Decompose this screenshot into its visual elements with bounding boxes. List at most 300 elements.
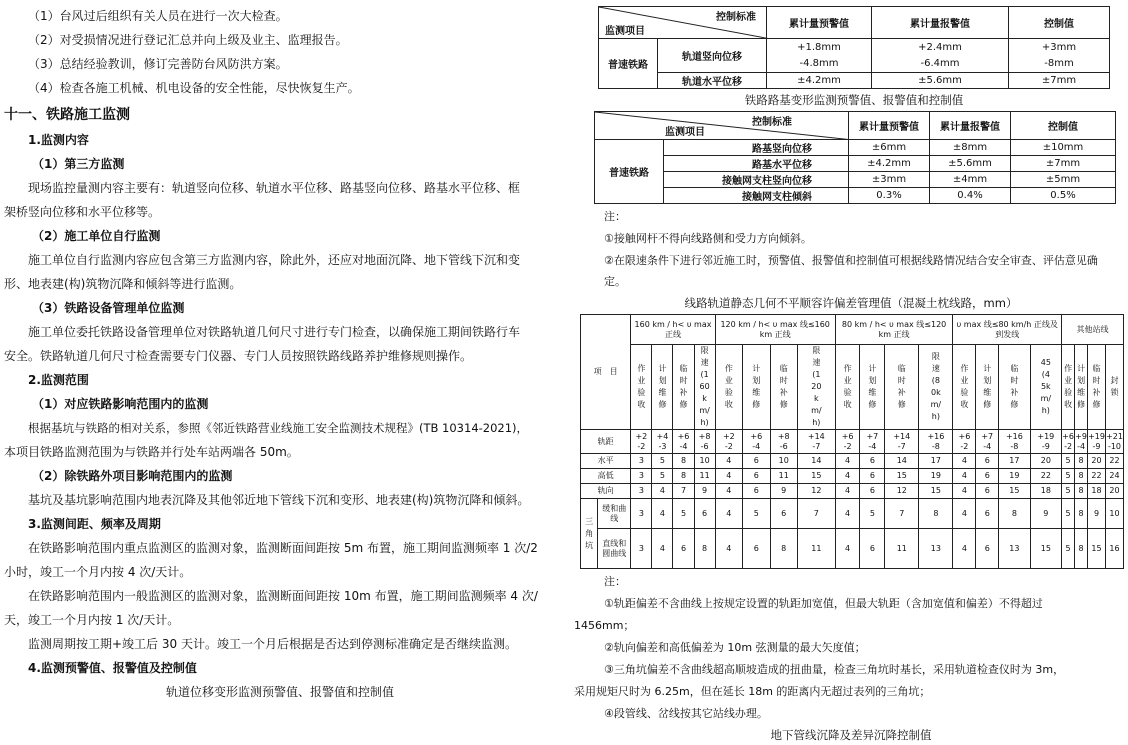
table-cell: 9 — [1088, 499, 1106, 529]
heading-rail-range: （1）对应铁路影响范围内的监测 — [32, 397, 209, 411]
column-header: 控制值 — [1011, 112, 1116, 140]
table-cell: 4 — [835, 454, 860, 469]
group-header: 其他站线 — [1062, 315, 1124, 345]
table-cell: 4 — [715, 529, 742, 569]
heading-monitoring-range: 2.监测范围 — [28, 373, 89, 387]
sub-header — [770, 345, 797, 430]
sub-header-label: 作业验收 — [960, 364, 969, 409]
table-cell: +1.8mm — [767, 39, 872, 56]
cell-lower: -6 — [700, 441, 709, 451]
table-cell: -4.8mm — [767, 56, 872, 73]
table-cell: 5 — [652, 454, 673, 469]
paragraph-line: 现场监控量测内容主要有：轨道竖向位移、轨道水平位移、路基竖向位移、路基水平位移、框 — [28, 181, 521, 195]
cell-upper: +6 — [841, 431, 854, 441]
cell-lower: -4 — [1077, 441, 1086, 451]
table-cell: 0.4% — [930, 188, 1011, 204]
row-label — [581, 484, 631, 499]
row-label: 轨道竖向位移 — [658, 39, 767, 73]
sub-header — [673, 345, 694, 430]
heading-self-monitoring: （2）施工单位自行监测 — [32, 229, 161, 243]
group-label: 普速铁路 — [599, 39, 658, 89]
sub-header-label: 临时补修 — [1010, 364, 1019, 409]
heading-third-party: （1）第三方监测 — [32, 157, 125, 171]
triangle-label — [581, 499, 598, 569]
table-cell: 5 — [1062, 499, 1075, 529]
column-header: 控制值 — [1009, 7, 1110, 39]
table-cell: 15 — [1030, 529, 1061, 569]
table-cell: 6 — [860, 469, 885, 484]
table-cell: 17 — [999, 454, 1030, 469]
row-label-text: 高低 — [597, 471, 614, 480]
note-item: ②在限速条件下进行邻近施工时，预警值、报警值和控制值可根据线路情况结合安全审查、评估意见确定。 — [604, 254, 1098, 288]
sub-header-label: 计划维修 — [983, 364, 992, 409]
table-caption: 铁路路基变形监测预警值、报警值和控制值 — [744, 93, 964, 107]
paragraph-line: 施工单位自行监测内容应包含第三方监测内容，除此外，还应对地面沉降、地下管线下沉和变 — [28, 253, 521, 267]
table-cell: 15 — [885, 469, 919, 484]
table-cell: 19 — [999, 469, 1030, 484]
table-cell: 18 — [1088, 484, 1106, 499]
table-cell: -8mm — [1009, 56, 1110, 73]
table-corner-cell — [599, 7, 767, 39]
table-cell — [976, 430, 999, 454]
group-label: 普速铁路 — [595, 140, 664, 204]
heading-other-range: （2）除铁路外项目影响范围内的监测 — [32, 469, 233, 483]
cell-upper: +14 — [807, 431, 825, 441]
cell-lower: -9 — [1092, 441, 1101, 451]
note-item: 1456mm； — [574, 619, 635, 632]
sub-header-label: 作业验收 — [843, 364, 852, 409]
cell-upper: +6 — [1062, 431, 1074, 441]
cell-upper: +14 — [893, 431, 911, 441]
table-cell: 6 — [743, 469, 770, 484]
sub-header — [835, 345, 860, 430]
table-cell: 3 — [631, 469, 652, 484]
sub-header-label: 作业验收 — [637, 364, 646, 409]
table-cell: ±7mm — [1009, 73, 1110, 89]
table-cell: 8 — [999, 499, 1030, 529]
sub-header-label: 作业验收 — [724, 364, 733, 409]
cell-upper: +19 — [1037, 431, 1055, 441]
table-corner-cell — [595, 112, 849, 140]
paragraph-line: 在铁路影响范围内重点监测区的监测对象，监测断面间距按 5m 布置，施工期间监测频率 1 次/2 — [28, 541, 538, 555]
table-cell: 13 — [999, 529, 1030, 569]
group-header: υ max 线≤80 km/h 正线及到发线 — [953, 315, 1062, 345]
cell-upper: +2 — [722, 431, 735, 441]
table-cell: 4 — [835, 469, 860, 484]
cell-upper: +16 — [927, 431, 945, 441]
row-label: 路基竖向位移 — [664, 140, 849, 156]
table-cell — [1030, 430, 1061, 454]
table-cell: 11 — [885, 529, 919, 569]
table-cell: 10 — [1105, 499, 1123, 529]
table-cell: 8 — [1075, 469, 1088, 484]
sub-header-label: 临时补修 — [679, 364, 688, 409]
row-label — [598, 499, 631, 529]
table-cell: 18 — [1030, 484, 1061, 499]
corner-bottom-label: 监测项目 — [665, 127, 705, 138]
table-cell — [743, 430, 770, 454]
sub-header — [797, 345, 835, 430]
table-cell: 22 — [1105, 454, 1123, 469]
table-cell: 15 — [797, 469, 835, 484]
table-cell — [999, 430, 1030, 454]
table-cell: 6 — [743, 484, 770, 499]
paragraph-line: 架桥竖向位移和水平位移等。 — [4, 205, 161, 219]
table-cell: 4 — [953, 469, 976, 484]
paragraph-line: 施工单位委托铁路设备管理单位对铁路轨道几何尺寸进行专门检查，以确保施工期间铁路行车 — [28, 325, 521, 339]
cell-lower: -2 — [637, 441, 646, 451]
table-cell: -6.4mm — [872, 56, 1009, 73]
sub-header — [1088, 345, 1106, 430]
cell-lower: -10 — [1107, 441, 1122, 451]
table-cell: 5 — [1062, 469, 1075, 484]
table-cell: 22 — [1030, 469, 1061, 484]
sub-header-label: 临时补修 — [779, 364, 788, 409]
sub-header — [1062, 345, 1075, 430]
sub-header — [652, 345, 673, 430]
sub-header — [743, 345, 770, 430]
cell-upper: +16 — [1005, 431, 1023, 441]
heading-monitoring-content: 1.监测内容 — [28, 133, 89, 147]
row-label-text: 缓和曲线 — [602, 503, 627, 523]
item-header: 项 目 — [581, 315, 631, 430]
table-cell: 12 — [885, 484, 919, 499]
sub-header — [976, 345, 999, 430]
table-cell: 6 — [860, 484, 885, 499]
table-cell: 8 — [673, 469, 694, 484]
table-cell — [673, 430, 694, 454]
row-label — [581, 430, 631, 454]
table-cell: 7 — [797, 499, 835, 529]
table-cell: 3 — [631, 454, 652, 469]
table-cell: 6 — [770, 499, 797, 529]
sub-header — [999, 345, 1030, 430]
table-cell: 14 — [797, 454, 835, 469]
table-cell: 13 — [919, 529, 953, 569]
paragraph-line: 本项目铁路监测范围为与铁路并行处车站两端各 50m。 — [4, 445, 299, 459]
table-cell: 10 — [770, 454, 797, 469]
cell-lower: -8 — [1010, 441, 1019, 451]
table-cell: 4 — [953, 454, 976, 469]
corner-top-label: 控制标准 — [752, 117, 792, 128]
table-cell: 8 — [694, 529, 715, 569]
note-item: ②轨向偏差和高低偏差为 10m 弦测量的最大矢度值； — [604, 641, 866, 654]
table-cell: 8 — [673, 454, 694, 469]
table-cell: 6 — [860, 529, 885, 569]
list-item: （2）对受损情况进行登记汇总并向上级及业主、监理报告。 — [28, 33, 348, 47]
section-title: 十一、铁路施工监测 — [4, 107, 130, 123]
table-cell: 6 — [976, 529, 999, 569]
list-item: （3）总结经验教训，修订完善防台风防洪方案。 — [28, 57, 288, 71]
sub-header-label: 临时补修 — [1092, 364, 1101, 409]
table-cell: 15 — [1088, 529, 1106, 569]
table-cell: 20 — [1105, 484, 1123, 499]
note-label: 注： — [604, 210, 626, 223]
table-cell: 17 — [919, 454, 953, 469]
table-cell: ±5mm — [1011, 172, 1116, 188]
note-item: ④段管线、岔线按其它站线办理。 — [604, 707, 768, 720]
table-cell: 11 — [797, 529, 835, 569]
sub-header — [694, 345, 715, 430]
table-cell — [1088, 430, 1106, 454]
table-cell: 4 — [652, 484, 673, 499]
paragraph-line: 基坑及基坑影响范围内地表沉降及其他邻近地下管线下沉和变形、地表建(构)筑物沉降和倾斜。 — [28, 493, 530, 507]
table-cell — [715, 430, 742, 454]
cell-upper: +6 — [677, 431, 690, 441]
table-cell: 3 — [631, 484, 652, 499]
sub-header-label: 计划维修 — [658, 364, 667, 409]
table-cell: 7 — [885, 499, 919, 529]
cell-upper: +9 — [1075, 431, 1087, 441]
paragraph-line: 形、地表建(构)筑物沉降和倾斜等进行监测。 — [4, 277, 242, 291]
table-cell: 4 — [715, 499, 742, 529]
note-item: ①轨距偏差不含曲线上按规定设置的轨距加宽值，但最大轨距（含加宽值和偏差）不得超过 — [604, 597, 1043, 610]
column-header: 累计量预警值 — [767, 7, 872, 39]
row-label — [598, 529, 631, 569]
heading-thresholds: 4.监测预警值、报警值及控制值 — [28, 661, 197, 675]
table-cell — [694, 430, 715, 454]
table-cell: ±10mm — [1011, 140, 1116, 156]
left-column — [0, 0, 556, 704]
table-cell: 16 — [1105, 529, 1123, 569]
row-label-text: 轨向 — [597, 486, 614, 495]
sub-header — [919, 345, 953, 430]
sub-header-label: 作业验收 — [1064, 364, 1073, 409]
table-cell: +3mm — [1009, 39, 1110, 56]
table-cell: 5 — [673, 499, 694, 529]
sub-header — [1105, 345, 1123, 430]
table-cell: ±4.2mm — [767, 73, 872, 89]
table-cell: 6 — [743, 529, 770, 569]
table-cell — [953, 430, 976, 454]
table-cell: ±8mm — [930, 140, 1011, 156]
table-cell — [919, 430, 953, 454]
table-cell: 8 — [1075, 529, 1088, 569]
table-cell: 0.3% — [849, 188, 930, 204]
table-cell: ±3mm — [849, 172, 930, 188]
cell-lower: -2 — [1064, 441, 1073, 451]
row-label: 接触网支柱竖向位移 — [664, 172, 849, 188]
table-cell: 5 — [652, 469, 673, 484]
table-cell: 9 — [694, 484, 715, 499]
table-cell — [797, 430, 835, 454]
table-cell: 4 — [835, 484, 860, 499]
sub-header — [860, 345, 885, 430]
paragraph-line: 在铁路影响范围内一般监测区的监测对象，监测断面间距按 10m 布置，施工期间监测频率 4 次/ — [28, 589, 538, 603]
paragraph-line: 小时，竣工一个月内按 4 次/天计。 — [4, 565, 192, 579]
right-column — [574, 0, 1128, 745]
cell-lower: -4 — [983, 441, 992, 451]
table-cell: 12 — [797, 484, 835, 499]
track-displacement-table — [598, 6, 1110, 89]
cell-lower: -6 — [779, 441, 788, 451]
table-cell: 8 — [1075, 499, 1088, 529]
table-cell: 22 — [1088, 469, 1106, 484]
table-cell: 11 — [694, 469, 715, 484]
table-cell: 8 — [1075, 454, 1088, 469]
cell-upper: +19 — [1088, 431, 1105, 441]
table-cell: ±6mm — [849, 140, 930, 156]
table-cell: 5 — [860, 499, 885, 529]
column-header: 累计量报警值 — [930, 112, 1011, 140]
table-cell: 6 — [694, 499, 715, 529]
table-cell: 0.5% — [1011, 188, 1116, 204]
cell-lower: -4 — [868, 441, 877, 451]
note-item: ①接触网杆不得向线路侧和受力方向倾斜。 — [604, 232, 812, 245]
cell-lower: -7 — [897, 441, 906, 451]
cell-upper: +6 — [750, 431, 763, 441]
table-cell — [652, 430, 673, 454]
table-cell: 4 — [953, 484, 976, 499]
table-cell: 5 — [1062, 529, 1075, 569]
row-label — [581, 469, 631, 484]
paragraph-line: 安全。铁路轨道几何尺寸检查需要专门仪器、专门人员按照铁路线路养护维修规则操作。 — [4, 349, 473, 363]
group-header: 160 km / h< υ max 正线 — [631, 315, 715, 345]
note-item: 采用规矩尺时为 6.25m，但在延长 18m 的距离内无超过表列的三角坑； — [574, 685, 931, 698]
table-cell: 4 — [953, 499, 976, 529]
cell-upper: +4 — [656, 431, 669, 441]
paragraph-line: 根据基坑与铁路的相对关系，参照《邻近铁路营业线施工安全监测技术规程》(TB 10314-2021)， — [28, 421, 529, 435]
table-cell: 7 — [673, 484, 694, 499]
cell-upper: +7 — [981, 431, 994, 441]
table-cell: 4 — [835, 529, 860, 569]
group-header: 120 km / h< υ max 线≤160 km 正线 — [715, 315, 835, 345]
table-cell: 8 — [770, 529, 797, 569]
row-label-text: 轨距 — [597, 436, 614, 446]
table-cell: 5 — [743, 499, 770, 529]
table-cell: 6 — [976, 484, 999, 499]
sub-header-label: 计划维修 — [868, 364, 877, 409]
table-cell: 6 — [976, 454, 999, 469]
sub-header — [953, 345, 976, 430]
column-header: 累计量报警值 — [872, 7, 1009, 39]
list-item: （1）台风过后组织有关人员在进行一次大检查。 — [28, 9, 288, 23]
table-cell: 15 — [919, 484, 953, 499]
table-cell: 9 — [770, 484, 797, 499]
table-caption: 线路轨道静态几何不平顺容许偏差管理值（混凝土枕线路，mm） — [684, 296, 1018, 310]
table-cell: 6 — [743, 454, 770, 469]
sub-header-label: 计划维修 — [1077, 364, 1086, 409]
table-cell: ±5.6mm — [872, 73, 1009, 89]
table-cell: 6 — [976, 469, 999, 484]
heading-rail-unit: （3）铁路设备管理单位监测 — [32, 301, 185, 315]
sub-header-label: 限速(120km/h) — [811, 346, 822, 427]
corner-top-label: 控制标准 — [716, 12, 756, 23]
sub-header-label: 限速(160km/h) — [699, 346, 710, 427]
cell-lower: -7 — [812, 441, 821, 451]
table-cell — [770, 430, 797, 454]
sub-header-label: 封锁 — [1110, 376, 1119, 397]
row-label-text: 水平 — [597, 456, 614, 465]
table-cell: 6 — [976, 499, 999, 529]
row-label: 路基水平位移 — [664, 156, 849, 172]
table-cell: 24 — [1105, 469, 1123, 484]
sub-header-label: 45(45km/h) — [1040, 358, 1052, 415]
cell-lower: -3 — [658, 441, 667, 451]
table-cell: 5 — [1062, 484, 1075, 499]
diagonal-line — [595, 112, 853, 140]
paragraph-line: 监测周期按工期+竣工后 30 天计。竣工一个月后根据是否达到停测标准确定是否继续监测。 — [28, 637, 517, 651]
cell-lower: -2 — [843, 441, 852, 451]
table-cell — [835, 430, 860, 454]
table-cell: 3 — [631, 499, 652, 529]
group-header: 80 km / h< υ max 线≤120 km 正线 — [835, 315, 953, 345]
cell-lower: -9 — [1041, 441, 1050, 451]
table-cell: 3 — [631, 529, 652, 569]
sub-header — [885, 345, 919, 430]
table-cell: 8 — [919, 499, 953, 529]
sub-header — [715, 345, 742, 430]
table-cell: ±7mm — [1011, 156, 1116, 172]
table-cell — [860, 430, 885, 454]
row-label: 接触网支柱倾斜 — [664, 188, 849, 204]
cell-lower: -2 — [960, 441, 969, 451]
sub-header-label: 临时补修 — [897, 364, 906, 409]
table-cell — [885, 430, 919, 454]
sub-header — [1030, 345, 1061, 430]
table-cell: 15 — [999, 484, 1030, 499]
table-caption: 轨道位移变形监测预警值、报警值和控制值 — [165, 685, 394, 699]
table-cell — [1062, 430, 1075, 454]
cell-upper: +8 — [777, 431, 790, 441]
paragraph-line: 天，竣工一个月内按 1 次/天计。 — [4, 613, 180, 627]
table-cell: 4 — [652, 499, 673, 529]
table-cell: 20 — [1030, 454, 1061, 469]
sub-header-label: 计划维修 — [752, 364, 761, 409]
table-cell: +2.4mm — [872, 39, 1009, 56]
cell-lower: -2 — [724, 441, 733, 451]
column-header: 累计量预警值 — [849, 112, 930, 140]
table-cell — [1075, 430, 1088, 454]
sub-header — [1075, 345, 1088, 430]
sub-header — [631, 345, 652, 430]
table-cell — [631, 430, 652, 454]
cell-upper: +8 — [698, 431, 711, 441]
table-cell: 4 — [652, 529, 673, 569]
table-cell: ±4.2mm — [849, 156, 930, 172]
cell-upper: +2 — [635, 431, 648, 441]
table-cell: 10 — [694, 454, 715, 469]
note-label: 注： — [604, 575, 626, 588]
table-cell: 4 — [715, 454, 742, 469]
table-cell: 14 — [885, 454, 919, 469]
table-cell: 19 — [919, 469, 953, 484]
table-cell: 4 — [953, 529, 976, 569]
table-cell: 4 — [715, 469, 742, 484]
table-cell: ±4mm — [930, 172, 1011, 188]
note-item: ③三角坑偏差不含曲线超高顺坡造成的扭曲量，检查三角坑时基长，采用轨道检查仪时为 3m， — [604, 663, 1065, 676]
row-label — [581, 454, 631, 469]
table-cell: 8 — [1075, 484, 1088, 499]
table-cell: 9 — [1030, 499, 1061, 529]
table-cell: 6 — [860, 454, 885, 469]
table-cell: 20 — [1088, 454, 1106, 469]
cell-upper: +7 — [866, 431, 879, 441]
corner-bottom-label: 监测项目 — [605, 26, 645, 37]
table-cell: 11 — [770, 469, 797, 484]
cell-lower: -4 — [679, 441, 688, 451]
table-cell: 4 — [715, 484, 742, 499]
cell-lower: -4 — [752, 441, 761, 451]
table-cell: 5 — [1062, 454, 1075, 469]
triangle-label-text: 三角坑 — [585, 516, 594, 550]
table-cell: 4 — [835, 499, 860, 529]
cell-lower: -8 — [931, 441, 940, 451]
row-label-text: 直线和圆曲线 — [602, 538, 627, 558]
table-caption: 地下管线沉降及差异沉降控制值 — [770, 728, 932, 742]
subgrade-deformation-table — [594, 111, 1116, 204]
row-label: 轨道水平位移 — [658, 73, 767, 89]
